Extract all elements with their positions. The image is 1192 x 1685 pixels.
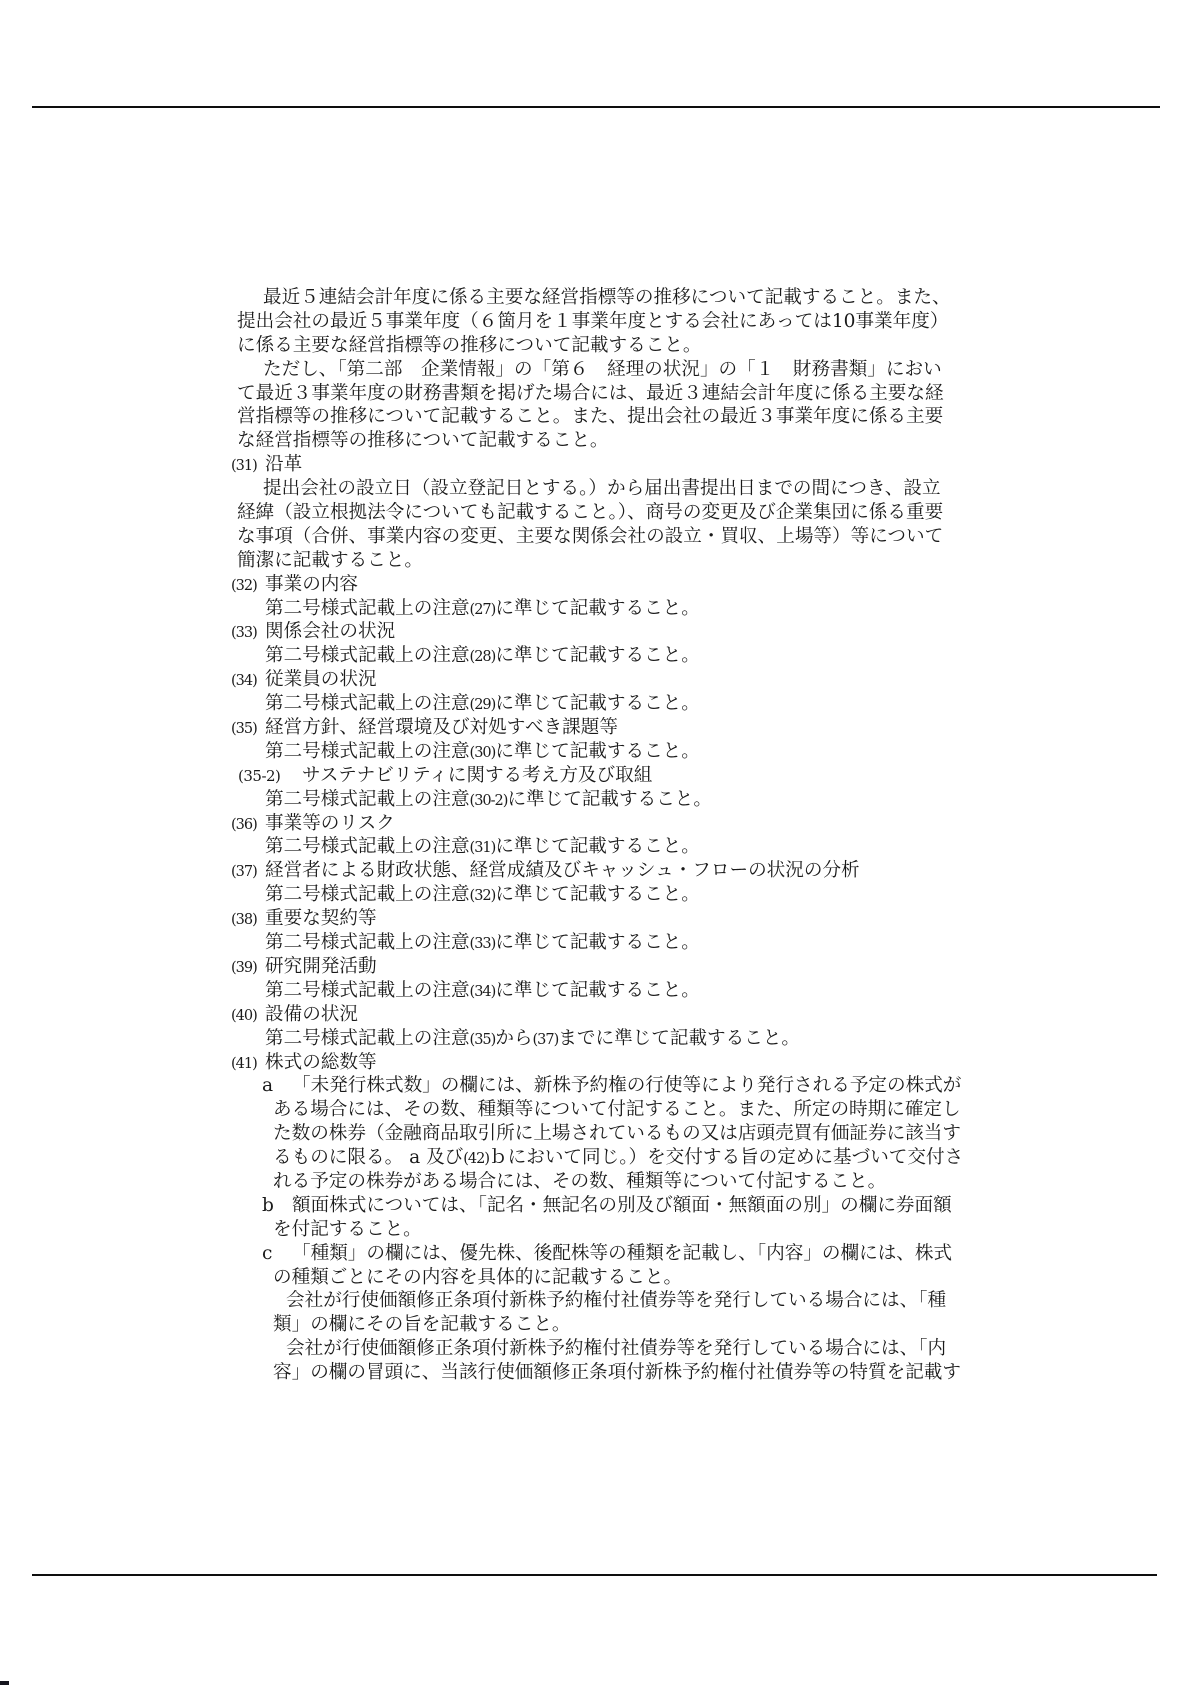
text-line: の種類ごとにその内容を具体的に記載すること。	[273, 1266, 683, 1288]
note-ref: (35)	[469, 1031, 496, 1048]
text-line: た数の株券（金融商品取引所に上場されているもの又は店頭売買有価証券に該当す	[273, 1123, 961, 1145]
text-line: 第二号様式記載上の注意(29)に準じて記載すること。	[265, 693, 700, 715]
text-line: 提出会社の最近５事業年度（６箇月を１事業年度とする会社にあっては10事業年度）	[237, 310, 949, 332]
text-line: (33) 関係会社の状況	[237, 620, 957, 644]
text-line: るものに限る。 a 及び(42)ｂにおいて同じ。）を交付する旨の定めに基づいて交付さ	[273, 1147, 964, 1169]
text-line: 第二号様式記載上の注意(30-2)に準じて記載すること。	[265, 788, 712, 810]
text-line: な事項（合併、事業内容の変更、主要な関係会社の設立・買収、上場等）等について	[237, 525, 944, 547]
text-line: a 「未発行株式数」の欄には、新株予約権の行使等により発行される予定の株式が	[262, 1075, 962, 1097]
item-number: (36)	[231, 816, 257, 833]
text-line: 営指標等の推移について記載すること。また、提出会社の最近３事業年度に係る主要	[237, 406, 944, 428]
note-ref: (28)	[469, 649, 496, 666]
text-line: (32) 事業の内容	[237, 573, 957, 597]
text-line: (37) 経営者による財政状態、経営成績及びキャッシュ・フローの状況の分析	[237, 859, 957, 883]
text-line: 容」の欄の冒頭に、当該行使価額修正条項付新株予約権付社債券等の特質を記載す	[273, 1362, 961, 1384]
sub-item-letter: b	[262, 1194, 274, 1216]
text-line: 会社が行使価額修正条項付新株予約権付社債券等を発行している場合には、「内	[286, 1338, 947, 1360]
sub-item-letter: a	[262, 1075, 274, 1097]
text-line: (38) 重要な契約等	[237, 907, 957, 931]
top-rule	[32, 106, 1160, 108]
note-ref: (33)	[469, 936, 496, 953]
text-line: c 「種類」の欄には、優先株、後配株等の種類を記載し、「内容」の欄には、株式	[262, 1242, 953, 1264]
bottom-rule	[32, 1574, 1157, 1576]
text-line: な経営指標等の推移について記載すること。	[237, 430, 609, 452]
text-line: 第二号様式記載上の注意(31)に準じて記載すること。	[265, 836, 700, 858]
text-line: 第二号様式記載上の注意(34)に準じて記載すること。	[265, 979, 700, 1001]
item-number: (31)	[231, 458, 257, 475]
text-line: (41) 株式の総数等	[237, 1051, 957, 1075]
text-line: ある場合には、その数、種類等について付記すること。また、所定の時期に確定し	[273, 1099, 961, 1121]
text-line: (34) 従業員の状況	[237, 668, 957, 692]
text-line: 第二号様式記載上の注意(28)に準じて記載すること。	[265, 645, 700, 667]
text-line: れる予定の株券がある場合には、その数、種類等について付記すること。	[273, 1170, 887, 1192]
note-ref: (27)	[469, 601, 496, 618]
text-line: 最近５連結会計年度に係る主要な経営指標等の推移について記載すること。また、	[263, 287, 951, 308]
corner-artifact	[0, 1681, 9, 1685]
item-number: (33)	[231, 625, 257, 642]
sub-item-letter: c	[262, 1242, 273, 1264]
note-ref: (30-2)	[469, 792, 508, 809]
text-line: て最近３事業年度の財務書類を掲げた場合には、最近３連結会計年度に係る主要な経	[237, 382, 944, 404]
text-line: (31) 沿革	[237, 453, 957, 477]
text-line: 類」の欄にその旨を記載すること。	[273, 1314, 571, 1336]
item-number: (34)	[231, 673, 257, 690]
item-number: (41)	[231, 1055, 257, 1072]
item-number: (35)	[231, 721, 257, 738]
text-line: 第二号様式記載上の注意(27)に準じて記載すること。	[265, 597, 700, 619]
text-line: 第二号様式記載上の注意(32)に準じて記載すること。	[265, 884, 700, 906]
note-ref: (32)	[469, 888, 496, 905]
item-number: (35-2)	[238, 766, 281, 785]
text-line: ただし、「第二部 企業情報」の「第６ 経理の状況」の「１ 財務書類」におい	[263, 358, 942, 380]
text-line: b 額面株式については、「記名・無記名の別及び額面・無額面の別」の欄に券面額	[262, 1194, 952, 1216]
text-line: 会社が行使価額修正条項付新株予約権付社債券等を発行している場合には、「種	[286, 1290, 947, 1312]
page-body	[231, 286, 964, 1385]
text-line: (35-2) サステナビリティに関する考え方及び取組	[237, 764, 957, 788]
item-number: (37)	[231, 864, 257, 881]
text-line: (39) 研究開発活動	[237, 955, 957, 979]
text-line: 簡潔に記載すること。	[237, 549, 423, 571]
text-line: 経緯（設立根拠法令についても記載すること。）、商号の変更及び企業集団に係る重要	[237, 502, 944, 524]
text-line: 第二号様式記載上の注意(35)から(37)までに準じて記載すること。	[265, 1027, 801, 1049]
item-number: (38)	[231, 912, 257, 929]
item-number: (39)	[231, 959, 257, 976]
note-ref: (37)	[532, 1031, 559, 1048]
text-line: (40) 設備の状況	[237, 1003, 957, 1027]
item-number: (32)	[231, 577, 257, 594]
text-line: に係る主要な経営指標等の推移について記載すること。	[237, 334, 702, 356]
text-line: 提出会社の設立日（設立登記日とする。）から届出書提出日までの間につき、設立	[263, 478, 941, 500]
note-ref: (42)	[463, 1151, 490, 1168]
note-ref: (31)	[469, 840, 496, 857]
text-line: (35) 経営方針、経営環境及び対処すべき課題等	[237, 716, 957, 740]
note-ref: (34)	[469, 983, 496, 1000]
text-line: 第二号様式記載上の注意(30)に準じて記載すること。	[265, 740, 700, 762]
item-number: (40)	[231, 1007, 257, 1024]
text-line: (36) 事業等のリスク	[237, 812, 957, 836]
text-line: を付記すること。	[273, 1218, 422, 1240]
text-line: 第二号様式記載上の注意(33)に準じて記載すること。	[265, 932, 700, 954]
note-ref: (30)	[469, 744, 496, 761]
note-ref: (29)	[469, 697, 496, 714]
